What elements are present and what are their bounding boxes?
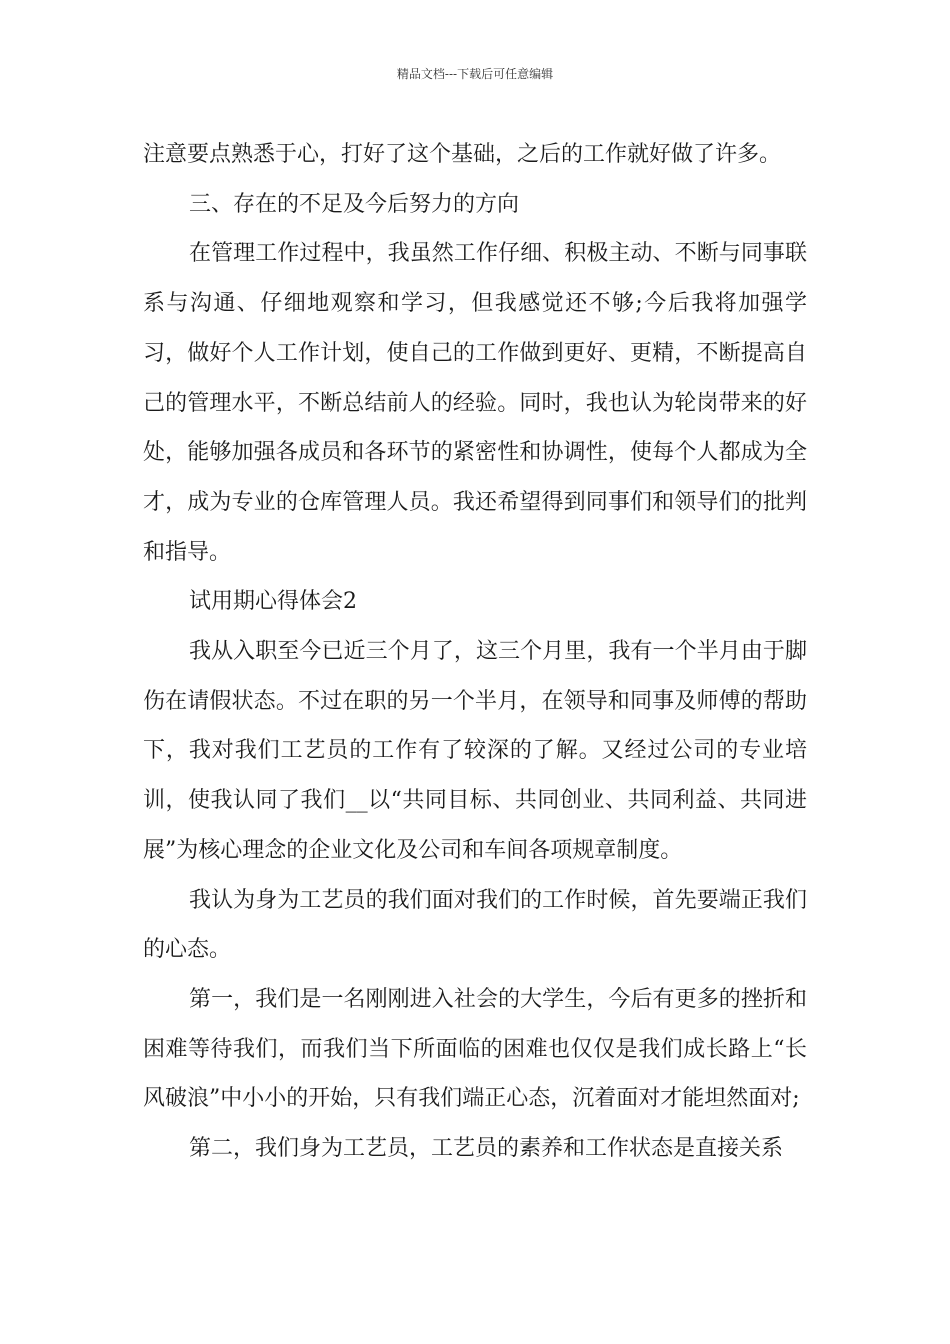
page-header: 精品文档---下载后可任意编辑 bbox=[396, 67, 554, 81]
paragraph: 第二，我们身为工艺员，工艺员的素养和工作状态是直接关系 bbox=[189, 1136, 784, 1162]
section-heading: 三、存在的不足及今后努力的方向 bbox=[189, 191, 520, 217]
paragraph: 我认为身为工艺员的我们面对我们的工作时候，首先要端正我们的心态。 bbox=[143, 887, 807, 963]
article-title: 试用期心得体会2 bbox=[189, 589, 357, 615]
paragraph-continuation: 注意要点熟悉于心，打好了这个基础，之后的工作就好做了许多。 bbox=[143, 142, 782, 167]
paragraph: 我从入职至今已近三个月了，这三个月里，我有一个半月由于脚伤在请假状态。不过在职的另一个半月，在领导和同事及师傅的帮助下，我对我们工艺员的工作有了较深的了解。又经过公司的专业培训，使我认同了我们__以“共同目标、共同创业、共同利益、共同进展”为核心理念的企业文化及公司和车间各项规章制度。 bbox=[143, 639, 807, 863]
document-body bbox=[143, 130, 807, 1174]
paragraph: 第一，我们是一名刚刚进入社会的大学生，今后有更多的挫折和困难等待我们，而我们当下所面临的困难也仅仅是我们成长路上“长风破浪”中小小的开始，只有我们端正心态，沉着面对才能坦然面对; bbox=[143, 986, 807, 1112]
paragraph: 在管理工作过程中，我虽然工作仔细、积极主动、不断与同事联系与沟通、仔细地观察和学习，但我感觉还不够;今后我将加强学习，做好个人工作计划，使自己的工作做到更好、更精，不断提高自己的管理水平，不断总结前人的经验。同时，我也认为轮岗带来的好处，能够加强各成员和各环节的紧密性和协调性，使每个人都成为全才，成为专业的仓库管理人员。我还希望得到同事们和领导们的批判和指导。 bbox=[143, 241, 807, 565]
